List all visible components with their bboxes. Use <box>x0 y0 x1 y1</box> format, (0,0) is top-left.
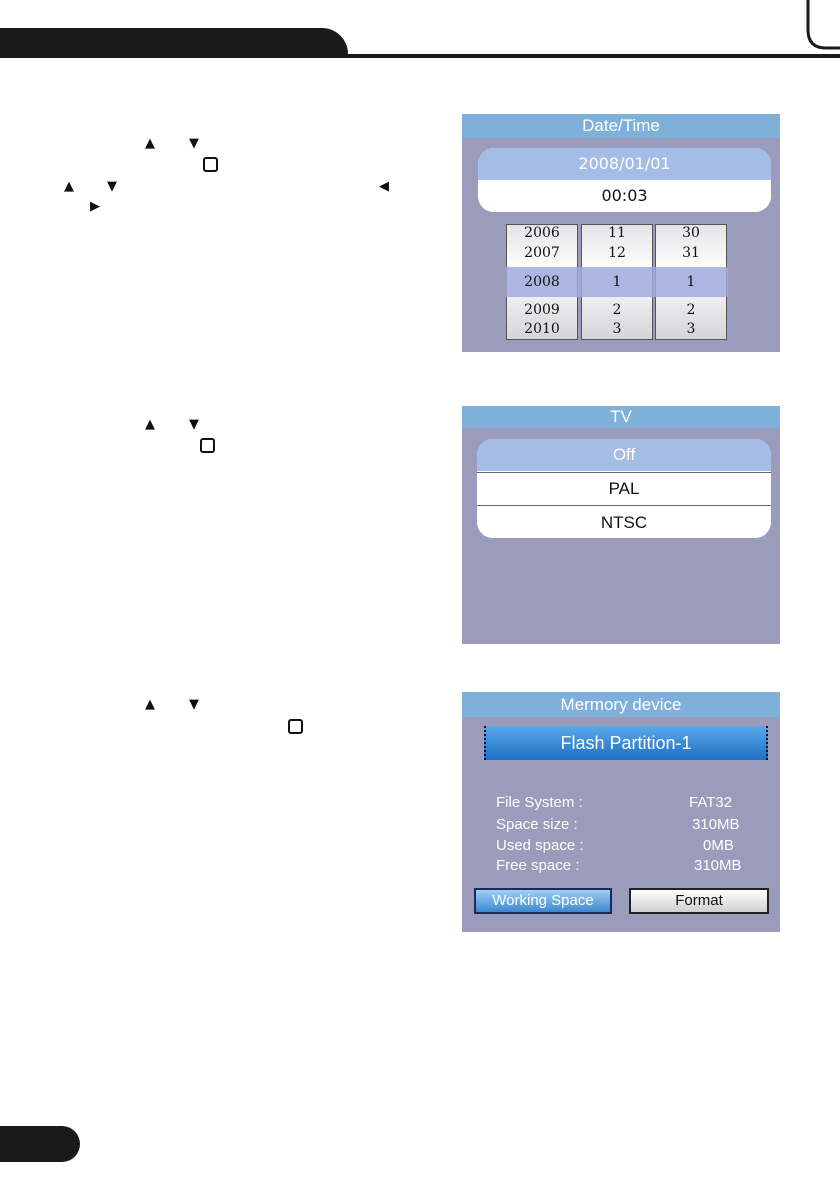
wheel-item: 31 <box>682 245 700 261</box>
tv-option-off[interactable]: Off <box>477 439 771 471</box>
up-arrow-icon: ▲ <box>145 417 155 432</box>
right-arrow-icon: ▶ <box>90 199 100 214</box>
info-label: Free space : <box>496 857 580 874</box>
left-arrow-icon: ◀ <box>379 179 389 194</box>
year-wheel[interactable] <box>506 224 578 340</box>
tv-option-ntsc[interactable]: NTSC <box>477 505 771 538</box>
down-arrow-icon: ▼ <box>189 697 199 712</box>
info-value: FAT32 <box>689 794 733 811</box>
tv-option-pal[interactable]: PAL <box>477 472 771 505</box>
day-wheel[interactable] <box>655 224 727 340</box>
up-arrow-icon: ▲ <box>145 136 155 151</box>
wheel-item: 2010 <box>524 321 560 337</box>
down-arrow-icon: ▼ <box>107 179 117 194</box>
header-corner-decoration <box>806 0 840 50</box>
info-label: Used space : <box>496 837 584 854</box>
wheel-item: 2007 <box>524 245 560 261</box>
format-button[interactable]: Format <box>629 888 769 914</box>
working-space-button[interactable]: Working Space <box>474 888 612 914</box>
info-label: Space size : <box>496 816 578 833</box>
wheel-item: 30 <box>682 225 700 241</box>
month-wheel[interactable] <box>581 224 653 340</box>
wheel-item: 2 <box>612 302 622 318</box>
wheel-item: 2009 <box>524 302 560 318</box>
wheel-item: 3 <box>612 321 622 337</box>
tv-title: TV <box>462 406 780 428</box>
tv-options-list <box>477 439 771 538</box>
wheel-item: 3 <box>686 321 696 337</box>
wheel-item: 12 <box>608 245 626 261</box>
date-time-title: Date/Time <box>462 114 780 138</box>
down-arrow-icon: ▼ <box>189 417 199 432</box>
date-field[interactable]: 2008/01/01 <box>478 148 771 180</box>
up-arrow-icon: ▲ <box>64 179 74 194</box>
up-arrow-icon: ▲ <box>145 697 155 712</box>
info-label: File System : <box>496 794 583 811</box>
ok-button-icon <box>203 157 218 172</box>
ok-button-icon <box>200 438 215 453</box>
header-rule <box>0 54 840 58</box>
wheel-item-selected: 1 <box>612 274 622 290</box>
page-number-tab <box>0 1126 80 1162</box>
partition-selector[interactable]: Flash Partition-1 <box>484 726 768 760</box>
wheel-item-selected: 2008 <box>524 274 560 290</box>
wheel-item: 2006 <box>524 225 560 241</box>
ok-button-icon <box>288 719 303 734</box>
info-value: 0MB <box>703 837 734 854</box>
date-time-pill <box>478 148 771 212</box>
wheel-item-selected: 1 <box>686 274 696 290</box>
wheel-item: 11 <box>608 225 626 241</box>
time-field[interactable]: 00:03 <box>478 180 771 212</box>
wheel-item: 2 <box>686 302 696 318</box>
memory-device-title: Mermory device <box>462 692 780 717</box>
info-value: 310MB <box>692 816 740 833</box>
down-arrow-icon: ▼ <box>189 136 199 151</box>
info-value: 310MB <box>694 857 742 874</box>
